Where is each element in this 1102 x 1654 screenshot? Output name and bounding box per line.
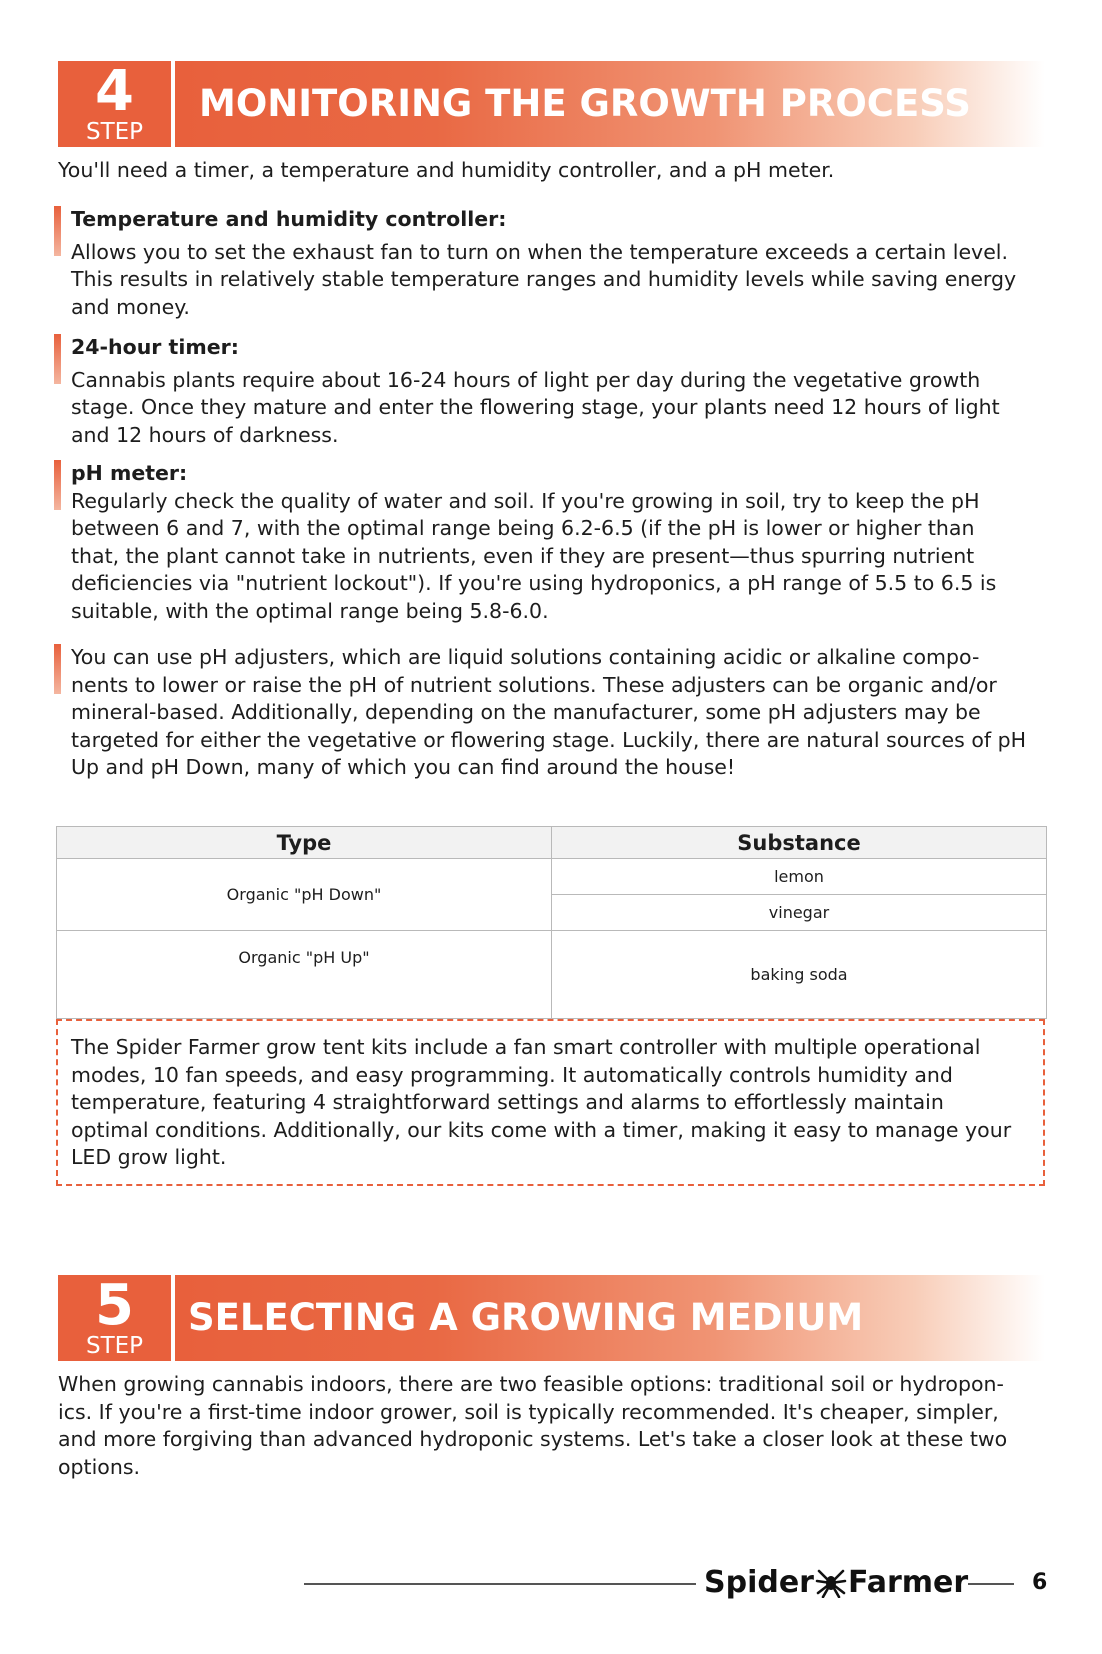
step5-body	[58, 1371, 1007, 1481]
fan-controller-note	[56, 1019, 1045, 1186]
step5-header	[58, 1275, 1045, 1361]
section-title: Temperature and humidity controller:	[71, 207, 507, 231]
table-cell-substance: vinegar	[552, 895, 1047, 931]
brand-name-right: Farmer	[847, 1565, 969, 1600]
section-line: stage. Once they mature and enter the flowering stage, your plants need 12 hours of light	[71, 395, 1000, 420]
note-line: temperature, featuring 4 straightforward settings and alarms to effortlessly maintain	[71, 1090, 944, 1115]
footer-divider	[304, 1583, 696, 1585]
step5-title: SELECTING A GROWING MEDIUM	[175, 1275, 1045, 1361]
footer-divider	[968, 1583, 1014, 1585]
section-line: mineral-based. Additionally, depending on the manufacturer, some pH adjusters may be	[71, 700, 981, 725]
note-line: modes, 10 fan speeds, and easy programming. It automatically controls humidity and	[71, 1062, 953, 1087]
section-title: pH meter:	[71, 461, 188, 485]
step4-number: 4	[95, 59, 134, 124]
step4-intro: You'll need a timer, a temperature and humidity controller, and a pH meter.	[58, 158, 835, 182]
table-header-type: Type	[57, 827, 552, 859]
step5-line: options.	[58, 1454, 141, 1479]
note-line: optimal conditions. Additionally, our kits come with a timer, making it easy to manage your	[71, 1117, 1012, 1142]
note-line: The Spider Farmer grow tent kits include a fan smart controller with multiple operational	[71, 1035, 981, 1059]
table-header-substance: Substance	[552, 827, 1047, 859]
section-line: Cannabis plants require about 16-24 hours of light per day during the vegetative growth	[71, 367, 981, 392]
step4-step-label: STEP	[85, 119, 144, 145]
step5-step-label: STEP	[85, 1333, 144, 1359]
section-line: deficiencies via "nutrient lockout"). If you're using hydroponics, a pH range of 5.5 to 6.5 is	[71, 571, 997, 596]
section-line: that, the plant cannot take in nutrients, even if they are present—thus spurring nutrient	[71, 543, 975, 568]
step4-title: MONITORING THE GROWTH PROCESS	[175, 61, 1045, 147]
step5-number: 5	[95, 1273, 134, 1338]
section-accent-bar	[54, 334, 61, 384]
section-line: between 6 and 7, with the optimal range being 6.2-6.5 (if the pH is lower or higher than	[71, 516, 975, 541]
section-line: You can use pH adjusters, which are liquid solutions containing acidic or alkaline compo-	[71, 645, 980, 669]
section-accent-bar	[54, 644, 61, 694]
step4-header	[58, 61, 1045, 147]
section-accent-bar	[54, 206, 61, 256]
section-line: and money.	[71, 294, 190, 319]
table-cell-type: Organic "pH Up"	[57, 931, 552, 1019]
step5-number-box	[58, 1275, 171, 1361]
step5-line: When growing cannabis indoors, there are two feasible options: traditional soil or hydropon-	[58, 1372, 1004, 1396]
table-cell-type: Organic "pH Down"	[57, 859, 552, 931]
section-line: nents to lower or raise the pH of nutrient solutions. These adjusters can be organic and/or	[71, 672, 997, 697]
note-line: LED grow light.	[71, 1145, 227, 1170]
spider-icon	[814, 1568, 848, 1598]
section-line: targeted for either the vegetative or flowering stage. Luckily, there are natural sources of pH	[71, 727, 1027, 752]
section-line: suitable, with the optimal range being 5.8-6.0.	[71, 598, 549, 623]
section-line: Up and pH Down, many of which you can find around the house!	[71, 755, 736, 780]
ph-adjuster-table	[56, 826, 1047, 1019]
step5-line: ics. If you're a first-time indoor grower, soil is typically recommended. It's cheaper, simpler,	[58, 1399, 999, 1424]
section-line: Allows you to set the exhaust fan to turn on when the temperature exceeds a certain level.	[71, 239, 1009, 264]
step5-line: and more forgiving than advanced hydroponic systems. Let's take a closer look at these two	[58, 1427, 1008, 1452]
section-line: and 12 hours of darkness.	[71, 422, 339, 447]
section-line: This results in relatively stable temperature ranges and humidity levels while saving energy	[71, 267, 1017, 292]
brand-name-left: Spider	[704, 1565, 814, 1600]
section-line: Regularly check the quality of water and soil. If you're growing in soil, try to keep the pH	[71, 488, 980, 513]
section-accent-bar	[54, 460, 61, 510]
section-title: 24-hour timer:	[71, 335, 239, 359]
table-cell-substance: baking soda	[552, 931, 1047, 1019]
table-cell-substance: lemon	[552, 859, 1047, 895]
step4-number-box	[58, 61, 171, 147]
page-number: 6	[1032, 1570, 1048, 1595]
brand-logo	[704, 1565, 968, 1601]
